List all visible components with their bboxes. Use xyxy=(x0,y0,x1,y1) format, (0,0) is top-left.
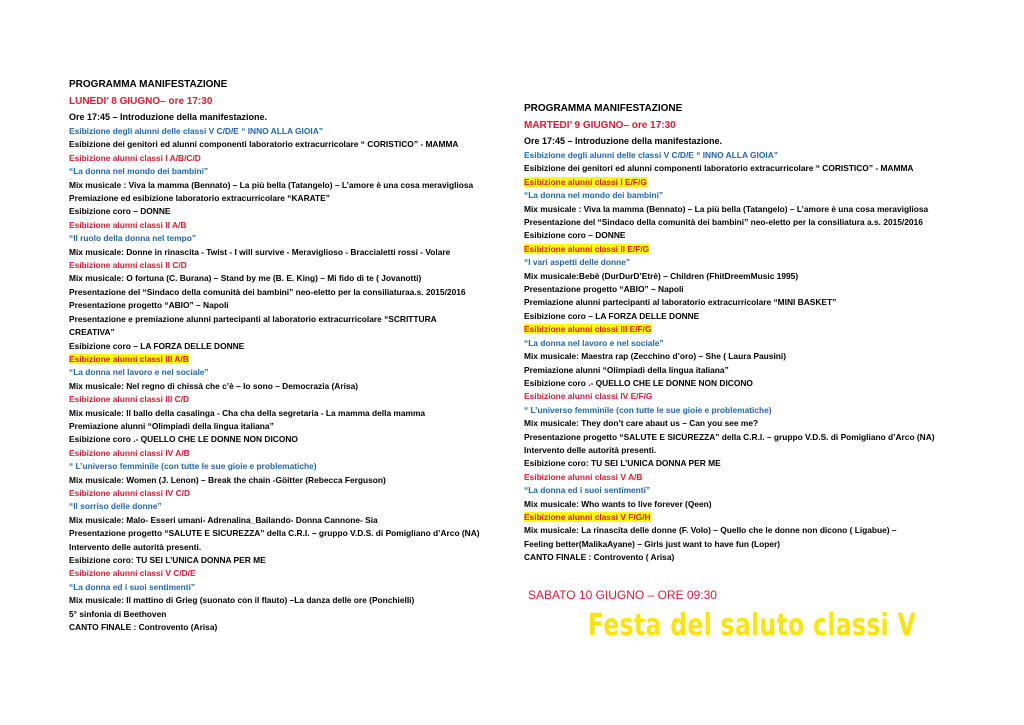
program-title: PROGRAMMA MANIFESTAZIONE xyxy=(69,79,228,90)
program-line-text: Esibizione alunni classi I E/F/G xyxy=(524,176,647,187)
program-line xyxy=(69,474,489,487)
program-line xyxy=(69,541,489,554)
program-line-text: Esibizione alunni classi II E/F/G xyxy=(524,243,650,254)
program-line-text: Presentazione progetto “ABIO” – Napoli xyxy=(524,284,684,295)
program-line xyxy=(69,125,489,138)
program-line xyxy=(69,514,489,527)
program-line xyxy=(69,219,489,232)
program-line xyxy=(69,192,489,205)
program-line xyxy=(69,621,489,634)
program-line-text: Esibizione alunni classi III A/B xyxy=(69,353,189,364)
program-line xyxy=(69,165,489,178)
program-line-text: CANTO FINALE : Controvento (Arisa) xyxy=(69,622,218,633)
program-line-text: “La donna nel lavoro e nel sociale” xyxy=(524,337,664,348)
program-line xyxy=(524,484,954,497)
festa-title: Festa del saluto classi V xyxy=(588,608,917,643)
program-line-text: Esibizione dei genitori ed alunni componenti laboratorio extracurricolare “ CORISTICO” - MAMMA xyxy=(524,163,914,174)
program-line xyxy=(524,203,954,216)
program-line xyxy=(524,189,954,202)
program-line xyxy=(524,243,954,256)
program-line xyxy=(69,407,489,420)
program-line xyxy=(69,138,489,151)
program-line-text: “La donna ed i suoi sentimenti” xyxy=(69,581,196,592)
program-line xyxy=(524,350,954,363)
program-line xyxy=(69,420,489,433)
program-line-text: “La donna nel mondo dei bambini” xyxy=(524,190,664,201)
program-line-text: Presentazione progetto “SALUTE E SICUREZZA” della C.R.I. – gruppo V.D.S. di Pomigliano d’Arco (NA) xyxy=(524,431,935,442)
program-line xyxy=(524,337,954,350)
program-line-text: “La donna nel lavoro e nel sociale” xyxy=(69,367,209,378)
program-line xyxy=(524,524,954,537)
program-line xyxy=(69,608,489,621)
program-line-text: Esibizione coro .- QUELLO CHE LE DONNE NON DICONO xyxy=(524,377,753,388)
program-line-text: Mix musicale: O fortuna (C. Burana) – Stand by me (B. E. King) – Mi fido di te ( Jovanotti) xyxy=(69,273,422,284)
program-line xyxy=(524,283,954,296)
program-line xyxy=(69,527,489,540)
program-line xyxy=(524,323,954,336)
program-line-text: Esibizione coro: TU SEI L’UNICA DONNA PER ME xyxy=(524,458,721,469)
program-line-text: Premiazione alunni partecipanti al laboratorio extracurricolare “MINI BASKET” xyxy=(524,297,837,308)
program-line xyxy=(524,538,954,551)
program-line xyxy=(524,444,954,457)
program-monday xyxy=(69,77,489,634)
program-line-text: Esibizione alunni classi I A/B/C/D xyxy=(69,152,201,163)
program-line xyxy=(69,353,489,366)
program-line xyxy=(524,511,954,524)
program-line-text: Mix musicale : Viva la mamma (Bennato) – La più bella (Tatangelo) – L’amore è una cosa meravigliosa xyxy=(524,203,929,214)
program-line xyxy=(69,152,489,165)
program-line xyxy=(69,380,489,393)
program-tuesday xyxy=(524,101,954,565)
program-line xyxy=(69,246,489,259)
program-intro: Ore 17:45 – Introduzione della manifestazione. xyxy=(69,112,268,122)
program-line xyxy=(524,256,954,269)
program-line-text: Mix musicale : Viva la mamma (Bennato) – La più bella (Tatangelo) – L’amore è una cosa meravigliosa xyxy=(69,179,474,190)
program-line-text: Feeling better(MalikaAyane) – Girls just want to have fun (Loper) xyxy=(524,538,781,549)
program-line xyxy=(69,500,489,513)
program-line xyxy=(69,313,489,326)
program-line-text: Intervento delle autorità presenti. xyxy=(524,444,657,455)
program-line xyxy=(524,431,954,444)
program-line-text: Esibizione alunni classi IV E/F/G xyxy=(524,391,653,402)
program-line-text: Presentazione e premiazione alunni partecipanti al laboratorio extracurricolare “SCRITTURA xyxy=(69,313,437,324)
program-line-text: CREATIVA” xyxy=(69,327,115,338)
program-line xyxy=(69,581,489,594)
program-line-text: Esibizione degli alunni delle classi V C/D/E “ INNO ALLA GIOIA” xyxy=(69,126,323,136)
program-line-text: Intervento delle autorità presenti. xyxy=(69,541,202,552)
program-line xyxy=(69,286,489,299)
program-line-text: Esibizione coro – DONNE xyxy=(69,206,171,217)
program-line xyxy=(69,487,489,500)
program-line xyxy=(69,205,489,218)
program-line-text: Presentazione progetto “ABIO” – Napoli xyxy=(69,300,229,311)
program-intro: Ore 17:45 – Introduzione della manifestazione. xyxy=(524,136,723,146)
program-line xyxy=(524,364,954,377)
program-line-text: Esibizione alunni classi IV C/D xyxy=(69,487,191,498)
program-line-text: “Il ruolo della donna nel tempo” xyxy=(69,233,197,244)
program-line-text: Mix musicale: Women (J. Lenon) – Break the chain -Göitter (Rebecca Ferguson) xyxy=(69,474,386,485)
program-date: MARTEDI’ 9 GIUGNO– ore 17:30 xyxy=(524,120,676,131)
program-line xyxy=(69,393,489,406)
program-line-text: Mix musicale: Maestra rap (Zecchino d’oro) – She ( Laura Pausini) xyxy=(524,351,787,362)
program-line-text: Mix musicale: La rinascita delle donne (F. Volo) – Quello che le donne non dicono ( Ligabue) – xyxy=(524,525,897,536)
program-date: LUNEDI’ 8 GIUGNO– ore 17:30 xyxy=(69,96,213,107)
program-title: PROGRAMMA MANIFESTAZIONE xyxy=(524,103,683,114)
program-line-text: “La donna nel mondo dei bambini” xyxy=(69,166,209,177)
program-line-text: Presentazione progetto “SALUTE E SICUREZZA” della C.R.I. – gruppo V.D.S. di Pomigliano d’Arco (NA) xyxy=(69,528,480,539)
program-line-text: Premiazione alunni “Olimpiadi della lingua italiana” xyxy=(524,364,729,375)
program-line xyxy=(69,299,489,312)
program-line-text: Mix musicale: Nel regno di chissà che c’è – Io sono – Democrazia (Arisa) xyxy=(69,380,359,391)
program-line-text: “ L’universo femminile (con tutte le sue gioie e problematiche) xyxy=(69,461,317,472)
program-line xyxy=(524,310,954,323)
program-line xyxy=(524,390,954,403)
program-line-text: “Il sorriso delle donne” xyxy=(69,501,162,512)
program-line-text: Esibizione alunni classi V A/B xyxy=(524,471,643,482)
program-line-text: Esibizione alunni classi V C/D/E xyxy=(69,568,196,579)
program-line-text: Esibizione alunni classi IV A/B xyxy=(69,447,190,458)
program-line-text: Esibizione alunni classi II A/B xyxy=(69,219,187,230)
program-line-text: Esibizione coro – DONNE xyxy=(524,230,626,241)
program-list xyxy=(524,149,954,565)
program-line xyxy=(69,179,489,192)
program-line-text: Mix musicale: Il ballo della casalinga - Cha cha della segretaria - La mamma della mamma xyxy=(69,407,426,418)
program-line xyxy=(524,229,954,242)
program-line xyxy=(524,404,954,417)
program-line-text: Esibizione degli alunni delle classi V C/D/E “ INNO ALLA GIOIA” xyxy=(524,150,778,160)
program-line-text: Esibizione alunni classi V F/G/H xyxy=(524,511,651,522)
program-line xyxy=(69,232,489,245)
program-line xyxy=(69,447,489,460)
program-line-text: Presentazione del “Sindaco della comunità dei bambini” neo-eletto per la consiliaturaa.s. 2015/2016 xyxy=(69,286,466,297)
program-line xyxy=(69,326,489,339)
program-line-text: Esibizione coro – LA FORZA DELLE DONNE xyxy=(524,310,700,321)
program-line-text: CANTO FINALE : Controvento ( Arisa) xyxy=(524,552,675,563)
program-line xyxy=(524,296,954,309)
program-line xyxy=(524,176,954,189)
program-line-text: Mix musicale: Malo- Esseri umani- Adrenalina_Bailando- Donna Cannone- Sia xyxy=(69,514,378,525)
program-line-text: Mix musicale: Donne in rinascita - Twist - I will survive - Meraviglioso - Braccialetti rossi - Volare xyxy=(69,246,451,257)
program-line-text: “ L’universo femminile (con tutte le sue gioie e problematiche) xyxy=(524,404,772,415)
program-line-text: Esibizione dei genitori ed alunni componenti laboratorio extracurricolare “ CORISTICO” - MAMMA xyxy=(69,139,459,150)
program-line-text: Esibizione coro – LA FORZA DELLE DONNE xyxy=(69,340,245,351)
program-line xyxy=(524,498,954,511)
program-line xyxy=(69,259,489,272)
program-line-text: Esibizione alunni classi III C/D xyxy=(69,394,190,405)
program-line-text: Esibizione alunni classi III E/F/G xyxy=(524,324,652,335)
saturday-date: SABATO 10 GIUGNO – ORE 09:30 xyxy=(528,588,717,602)
program-line xyxy=(524,216,954,229)
program-line-text: Presentazione del “Sindaco della comunità dei bambini” neo-eletto per la consiliatura a.s. 2015/2016 xyxy=(524,217,923,228)
program-line-text: Esibizione coro: TU SEI L’UNICA DONNA PER ME xyxy=(69,555,266,565)
program-line xyxy=(524,149,954,162)
program-line-text: 5° sinfonia di Beethoven xyxy=(69,608,167,619)
program-line-text: Mix musicale: They don’t care abaut us – Can you see me? xyxy=(524,418,759,429)
program-list xyxy=(69,125,489,634)
program-line xyxy=(69,340,489,353)
program-line xyxy=(524,270,954,283)
program-line xyxy=(524,377,954,390)
program-line-text: “La donna ed i suoi sentimenti” xyxy=(524,485,651,496)
program-line-text: “I vari aspetti delle donne” xyxy=(524,257,631,268)
program-line xyxy=(69,554,489,567)
program-line xyxy=(69,433,489,446)
program-line xyxy=(524,417,954,430)
program-line xyxy=(524,471,954,484)
program-line-text: Premiazione alunni “Olimpiadi della lingua italiana” xyxy=(69,420,274,431)
program-line-text: Esibizione coro .- QUELLO CHE LE DONNE NON DICONO xyxy=(69,434,298,445)
program-line-text: Esibizione alunni classi II C/D xyxy=(69,260,187,271)
program-line xyxy=(524,551,954,564)
program-line xyxy=(69,460,489,473)
program-line xyxy=(69,366,489,379)
program-line xyxy=(524,457,954,470)
program-line xyxy=(69,567,489,580)
program-line xyxy=(69,594,489,607)
program-line xyxy=(69,272,489,285)
program-line xyxy=(524,162,954,175)
program-line-text: Mix musicale: Il mattino di Grieg (suonato con il flauto) –La danza delle ore (Ponchielli) xyxy=(69,595,415,606)
program-line-text: Premiazione ed esibizione laboratorio extracurricolare “KARATE” xyxy=(69,193,330,204)
program-line-text: Mix musicale: Who wants to live forever (Qeen) xyxy=(524,498,712,509)
program-line-text: Mix musicale:Bebè (DurDurD’Etrè) – Children (FhitDreemMusic 1995) xyxy=(524,270,799,281)
